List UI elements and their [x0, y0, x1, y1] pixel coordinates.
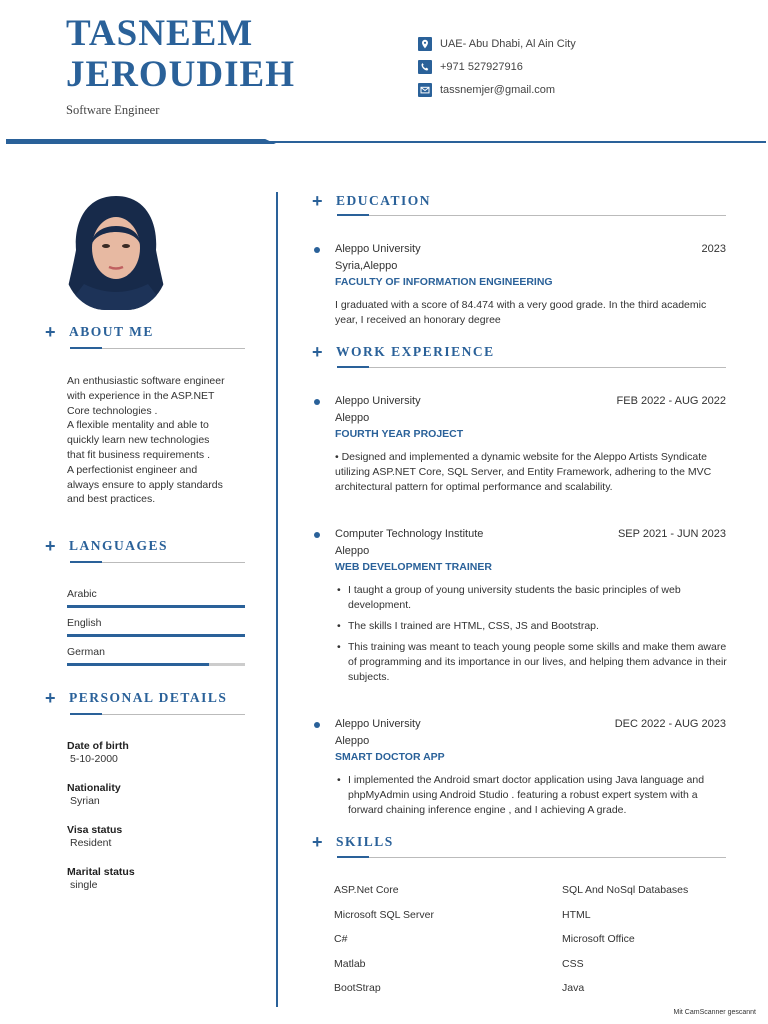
about-paragraph: An enthusiastic software engineer with experience in the ASP.NET Core technologies . A flexible mentality and able to quickly learn new technologies that fit business requirements . A perfectionist engineer and always ensure to apply standards and best practices. [67, 375, 225, 506]
entry-description: • Designed and implemented a dynamic website for the Aleppo Artists Syndicate utilizing ASP.NET Core, SQL Server, and Entity Framework, adhering to the MVC architectural pattern for optimal performance and scalability. [335, 451, 712, 493]
entry-organization: Aleppo University [335, 718, 421, 730]
language-level-bar [67, 663, 245, 666]
language-name: German [67, 646, 105, 658]
entry-role: WEB DEVELOPMENT TRAINER [335, 561, 492, 573]
languages-title: LANGUAGES [69, 538, 169, 553]
about-title: ABOUT ME [69, 324, 154, 339]
skills-rule [337, 857, 726, 858]
plus-icon: + [312, 191, 323, 211]
plus-icon: + [45, 536, 56, 556]
entry-bullet-list [335, 773, 727, 824]
bullet-item: • This training was meant to teach young people some skills and make them aware of programming and its importance in our lives, and helping them advance in their subjects. [335, 640, 727, 685]
bullet-dot [314, 247, 320, 253]
detail-value: Resident [70, 837, 112, 849]
entry-date: SEP 2021 - JUN 2023 [617, 528, 726, 540]
bullet-item: • The skills I trained are HTML, CSS, JS and Bootstrap. [335, 619, 727, 634]
contact-email [418, 82, 555, 98]
personal-detail [67, 740, 129, 765]
entry-bullet-list [335, 583, 727, 691]
contact-email-text: tassnemjer@gmail.com [440, 84, 556, 96]
detail-label: Nationality [67, 782, 121, 794]
contact-phone [418, 59, 523, 75]
plus-icon: + [45, 688, 56, 708]
language-item [67, 617, 245, 629]
entry-role: FOURTH YEAR PROJECT [335, 428, 464, 440]
detail-label: Marital status [67, 866, 135, 878]
entry-organization: Computer Technology Institute [335, 528, 484, 540]
skill-item: C# [334, 933, 348, 945]
bullet-dot [314, 399, 320, 405]
skill-item: BootStrap [334, 982, 381, 994]
contact-phone-text: +971 527927916 [440, 61, 523, 73]
skill-item: Java [562, 982, 585, 994]
skills-heading [312, 834, 394, 850]
personal-detail [67, 866, 135, 891]
work-title: WORK EXPERIENCE [336, 344, 495, 359]
name-last: JEROUDIEH [66, 54, 295, 95]
education-rule [337, 215, 726, 216]
about-heading [45, 324, 154, 340]
skill-item: ASP.Net Core [334, 884, 399, 896]
name-first: TASNEEM [66, 13, 254, 54]
scanner-watermark: Mit CamScanner gescannt [673, 1009, 756, 1016]
entry-role: FACULTY OF INFORMATION ENGINEERING [335, 276, 553, 288]
location-pin-icon [418, 37, 432, 51]
entry-location: Aleppo [335, 735, 370, 747]
detail-value: 5-10-2000 [70, 753, 118, 765]
detail-label: Visa status [67, 824, 123, 836]
plus-icon: + [45, 322, 56, 342]
detail-value: single [70, 879, 98, 891]
education-title: EDUCATION [336, 193, 432, 208]
detail-label: Date of birth [67, 740, 129, 752]
personal-detail [67, 782, 121, 807]
language-name: English [67, 617, 102, 629]
personal-rule [70, 714, 245, 715]
bullet-item: • I implemented the Android smart doctor application using Java language and phpMyAdmin using Android Studio . featuring a robust expert system with a forward chaining inference engine , and I achieving A grade. [335, 773, 727, 818]
entry-location: Aleppo [335, 412, 370, 424]
plus-icon: + [312, 342, 323, 362]
entry-date: FEB 2022 - AUG 2022 [616, 395, 726, 407]
entry-location: Syria,Aleppo [335, 260, 398, 272]
skills-title: SKILLS [336, 834, 394, 849]
entry-date: 2023 [701, 243, 726, 255]
languages-heading [45, 538, 168, 554]
entry-organization: Aleppo University [335, 243, 421, 255]
phone-icon [418, 60, 432, 74]
profile-photo [64, 192, 168, 310]
skill-item: Microsoft SQL Server [334, 909, 434, 921]
column-divider [276, 192, 278, 1007]
plus-icon: + [312, 832, 323, 852]
personal-title: PERSONAL DETAILS [69, 690, 228, 705]
education-heading [312, 193, 431, 209]
work-heading [312, 344, 495, 360]
entry-date: DEC 2022 - AUG 2023 [614, 718, 726, 730]
language-level-bar [67, 634, 245, 637]
skill-item: CSS [562, 958, 584, 970]
mail-icon [418, 83, 432, 97]
languages-rule [70, 562, 245, 563]
bullet-item: • I taught a group of young university students the basic principles of web development. [335, 583, 727, 613]
entry-role: SMART DOCTOR APP [335, 751, 445, 763]
bullet-dot [314, 532, 320, 538]
detail-value: Syrian [70, 795, 100, 807]
skill-item: Matlab [334, 958, 366, 970]
personal-detail [67, 824, 122, 849]
job-title: Software Engineer [66, 103, 160, 117]
entry-description: I graduated with a score of 84.474 with a very good grade. In the third academic year, I received an honorary degree [335, 299, 707, 326]
about-rule [70, 348, 245, 349]
work-rule [337, 367, 726, 368]
header-divider-accent [6, 139, 276, 144]
skill-item: Microsoft Office [562, 933, 635, 945]
about-text [67, 374, 247, 507]
personal-heading [45, 690, 227, 706]
contact-location [418, 36, 576, 52]
language-item [67, 588, 245, 600]
bullet-dot [314, 722, 320, 728]
language-level-bar [67, 605, 245, 608]
entry-organization: Aleppo University [335, 395, 421, 407]
skill-item: HTML [562, 909, 591, 921]
language-item [67, 646, 245, 658]
contact-location-text: UAE- Abu Dhabi, Al Ain City [440, 38, 576, 50]
skill-item: SQL And NoSql Databases [562, 884, 689, 896]
entry-location: Aleppo [335, 545, 370, 557]
language-name: Arabic [67, 588, 97, 600]
